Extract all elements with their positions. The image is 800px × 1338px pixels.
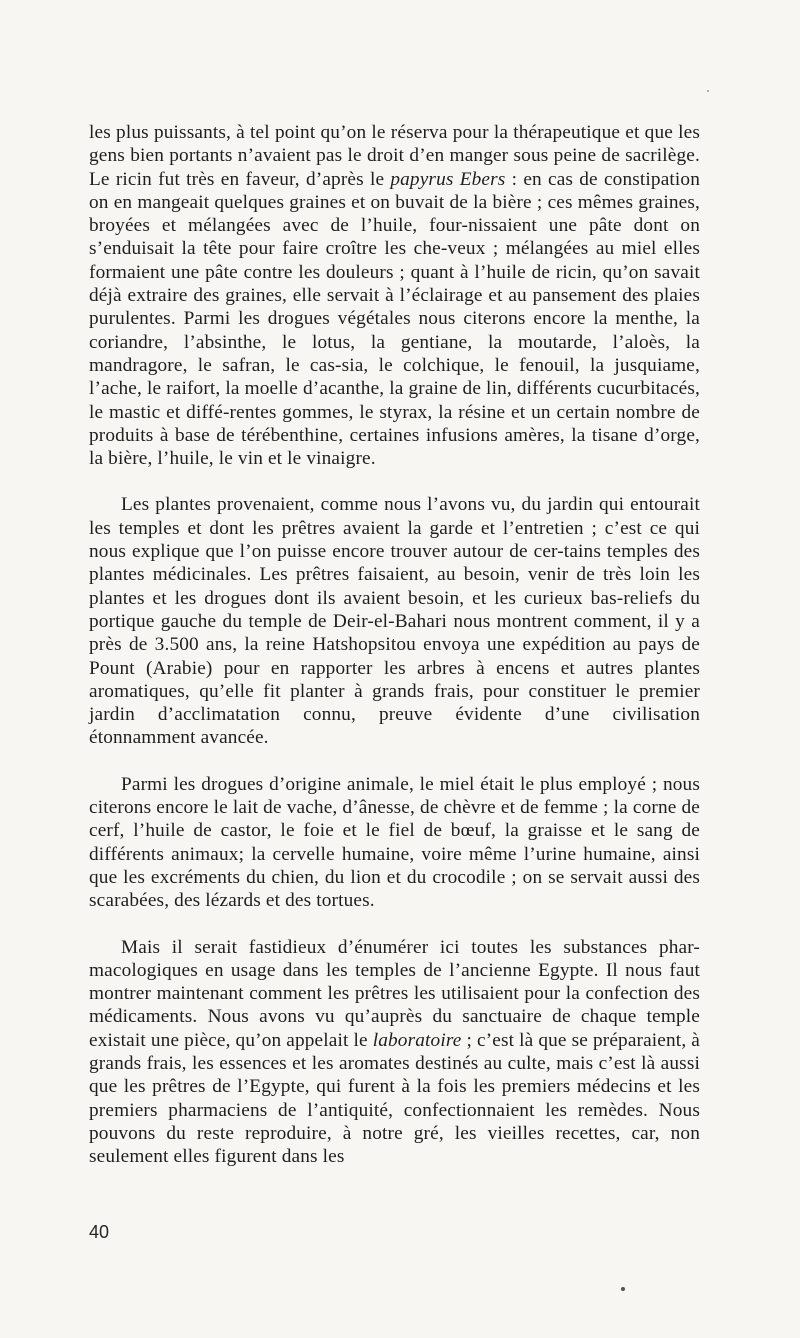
text-run: ; c’est là que se préparaient, à grands frais, les essences et les aromates destinés au culte, mais c’est là aussi que les prêtres de l’Egypte, qui furent à la fois les premiers médecins et les premiers pharmaciens de l’antiquité, confectionnaient les remèdes. Nous pouvons du reste reproduire, à notre gré, les vieilles recettes, car, non seulement elles figurent dans les: [89, 1029, 700, 1168]
paragraph-4: [89, 936, 700, 1169]
paragraph-2: [89, 493, 700, 749]
italic-text-run: laboratoire: [372, 1029, 462, 1051]
paragraph-3: [89, 773, 700, 913]
print-speck: [707, 90, 709, 92]
body-text: [89, 121, 700, 1168]
text-run: Les plantes provenaient, comme nous l’avons vu, du jardin qui entourait les temples et dont les prêtres avaient la garde et l’entretien ; c’est ce qui nous explique que l’on puisse encore trouver autour de cer-tains temples des plantes médicinales. Les prêtres faisaient, au besoin, venir de très loin les plantes et les drogues dont ils avaient besoin, et les curieux bas-reliefs du portique gauche du temple de Deir-el-Bahari nous montrent comment, il y a près de 3.500 ans, la reine Hatshopsitou envoya une expédition au pays de Pount (Arabie) pour en rapporter les arbres à encens et autres plantes aromatiques, qu’elle fit planter à grands frais, pour constituer le premier jardin d’acclimatation connu, preuve évidente d’une civilisation étonnamment avancée.: [89, 494, 700, 749]
text-run: Parmi les drogues d’origine animale, le miel était le plus employé ; nous citerons encore le lait de vache, d’ânesse, de chèvre et de femme ; la corne de cerf, l’huile de castor, le foie et le fiel de bœuf, la graisse et le sang de différents animaux; la cervelle humaine, voire même l’urine humaine, ainsi que les excréments du chien, du lion et du crocodile ; on se servait aussi des scarabées, des lézards et des tortues.: [89, 773, 700, 912]
italic-text-run: papyrus Ebers: [390, 168, 506, 190]
page-number: 40: [89, 1222, 110, 1242]
paragraph-1: [89, 121, 700, 470]
text-run: Mais il serait fastidieux d’énumérer ici toutes les substances phar-macologiques en usage dans les temples de l’ancienne Egypte. Il nous faut montrer maintenant comment les prêtres les utilisaient pour la confection des médicaments. Nous avons vu qu’auprès du sanctuaire de chaque temple existait une pièce, qu’on appelait le: [89, 936, 700, 1051]
text-run: les plus puissants, à tel point qu’on le réserva pour la thérapeutique et que les gens bien portants n’avaient pas le droit d’en manger sous peine de sacrilège. Le ricin fut très en faveur, d’après le: [89, 122, 700, 190]
print-speck: [621, 1287, 625, 1291]
text-run: : en cas de constipation on en mangeait quelques graines et on buvait de la bière ; ces mêmes graines, broyées et mélangées avec de l’huile, four-nissaient une pâte dont on s’enduisait la tête pour faire croître les che-veux ; mélangées au miel elles formaient une pâte contre les douleurs ; quant à l’huile de ricin, qu’on savait déjà extraire des graines, elle servait à l’éclairage et au pansement des plaies purulentes. Parmi les drogues végétales nous citerons encore la menthe, la coriandre, l’absinthe, le lotus, la gentiane, la moutarde, l’aloès, la mandragore, le safran, le cas-sia, le colchique, le fenouil, la jusquiame, l’ache, le raifort, la moelle d’acanthe, la graine de lin, différents cucurbitacés, le mastic et diffé-rentes gommes, le styrax, la résine et un certain nombre de produits à base de térébenthine, certaines infusions amères, la tisane d’orge, la bière, l’huile, le vin et le vinaigre.: [89, 168, 700, 470]
